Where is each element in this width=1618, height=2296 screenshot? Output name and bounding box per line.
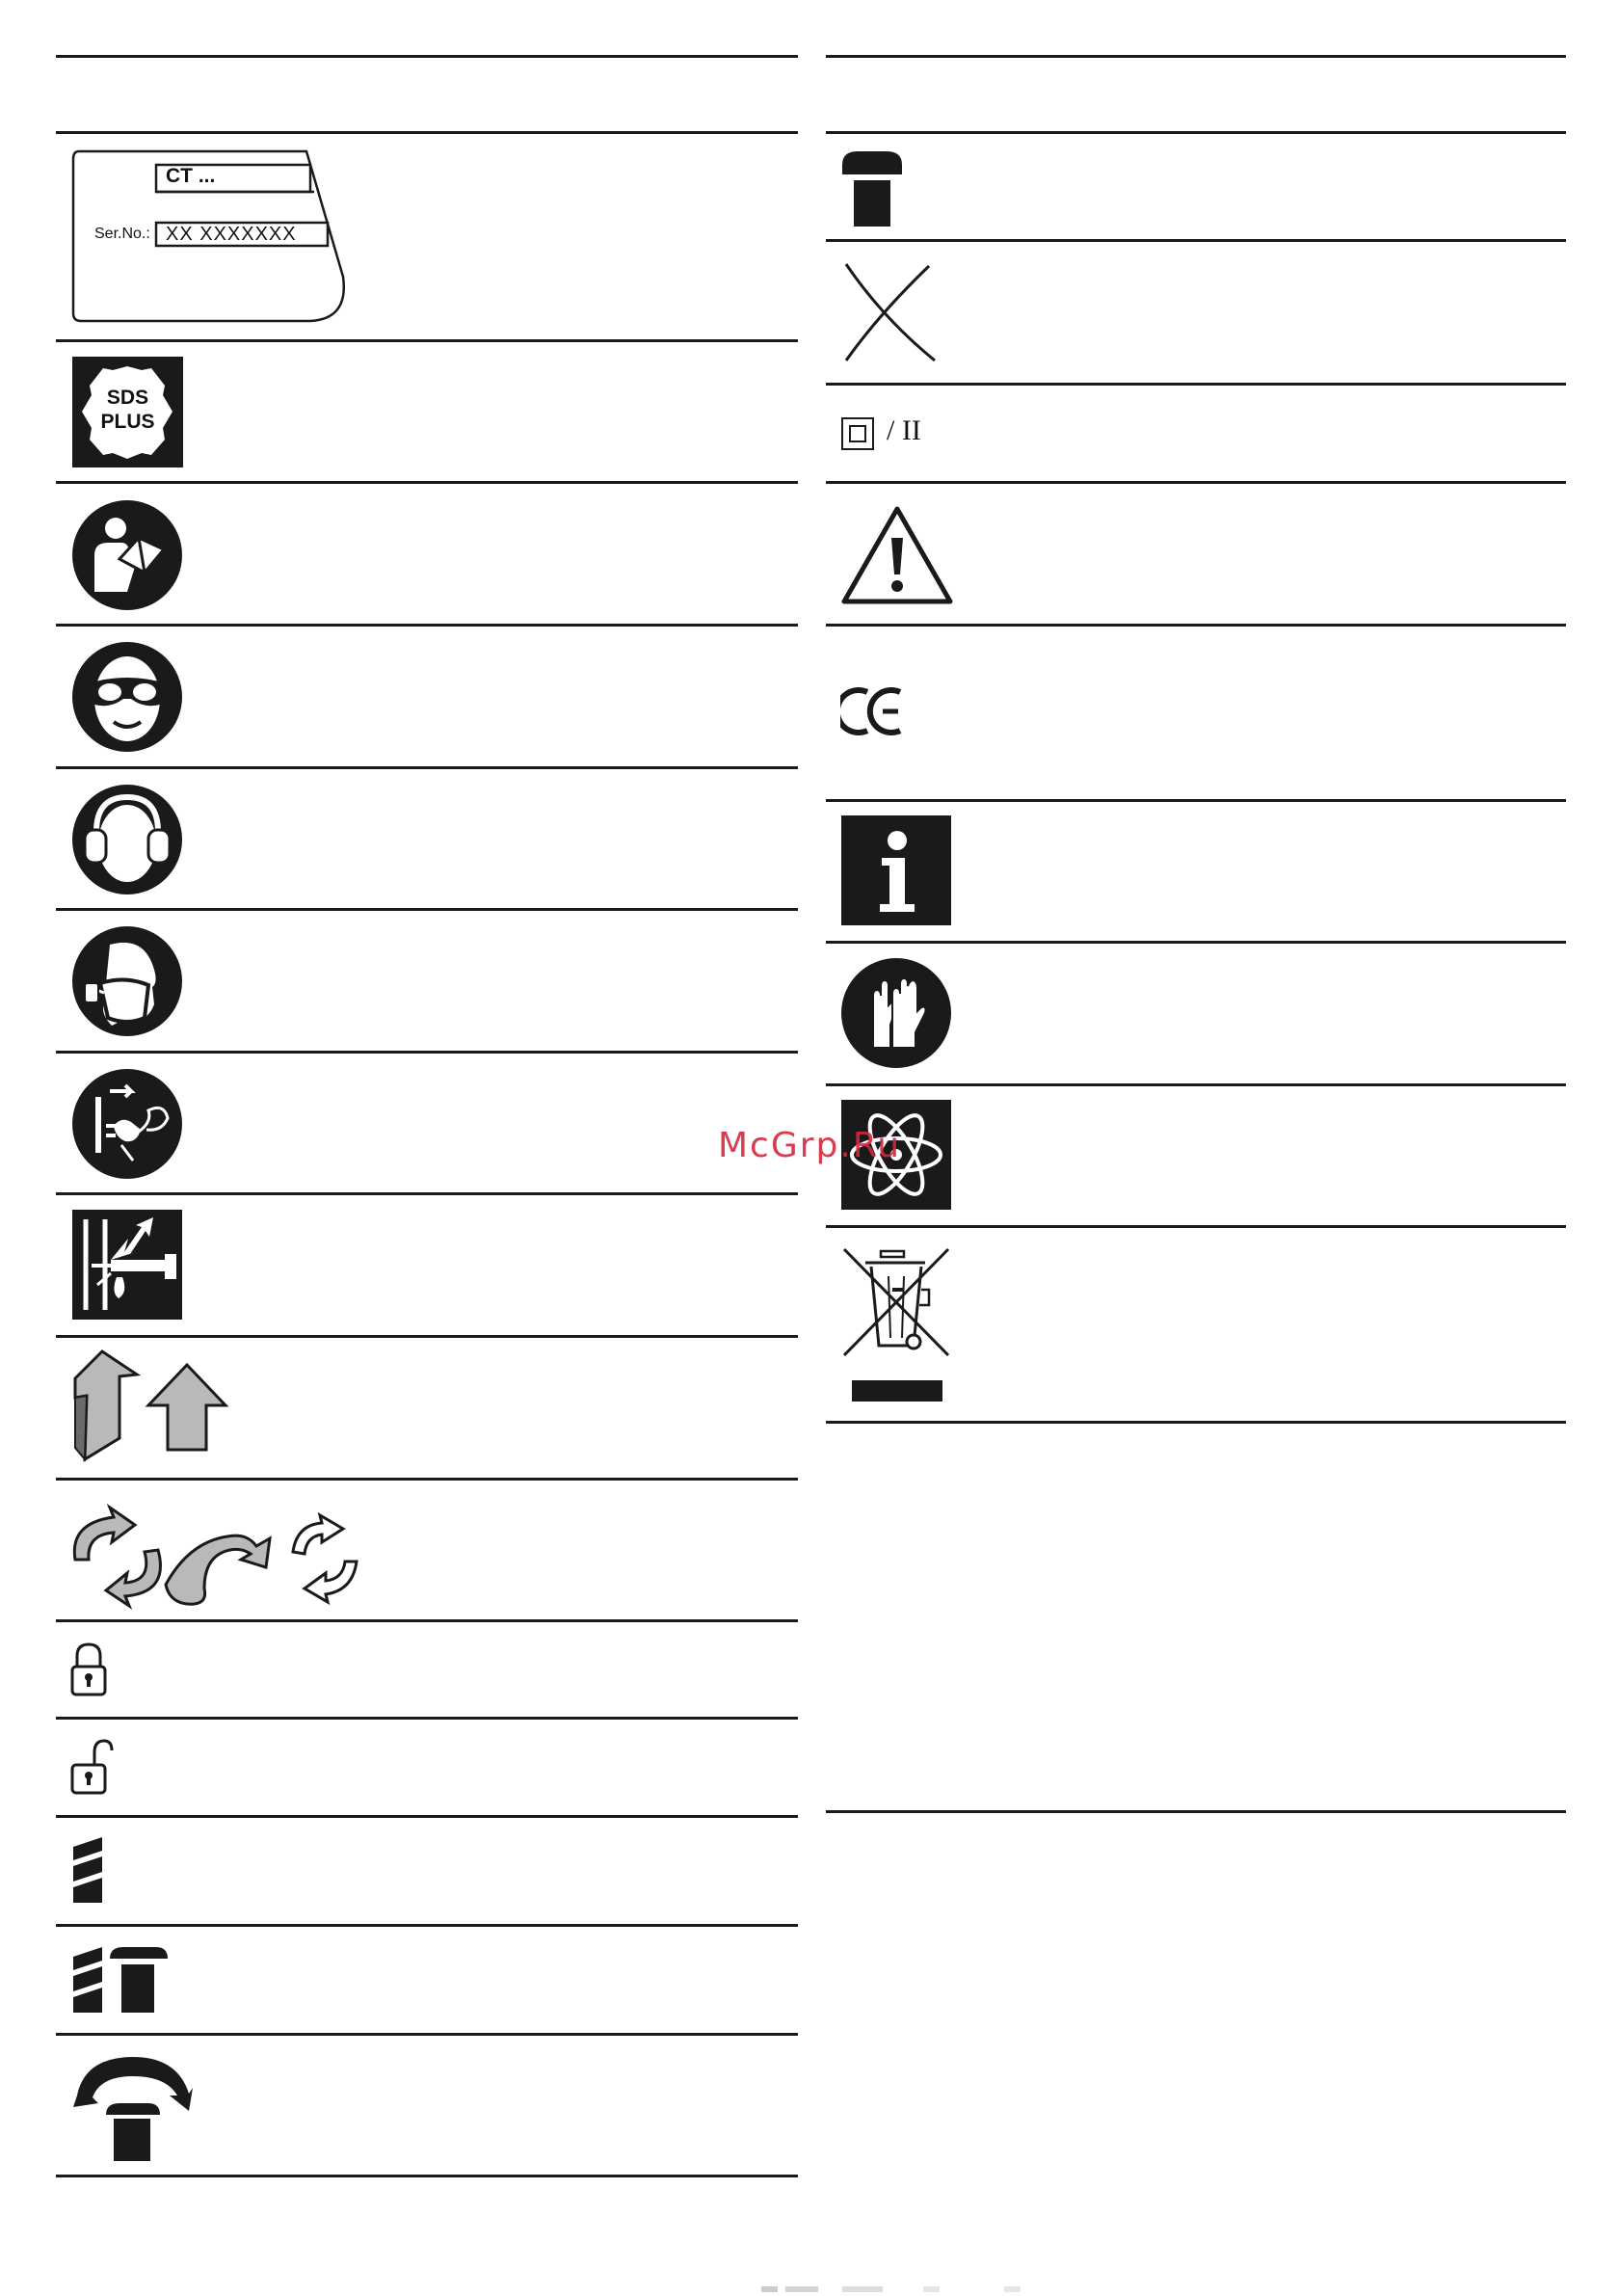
rule-right-3 <box>826 481 1566 484</box>
lock-closed-icon <box>69 1641 108 1698</box>
rule-right-6 <box>826 941 1566 944</box>
drill-mode-icon <box>69 1835 108 1905</box>
rule-right-header <box>826 131 1566 134</box>
sds-line1: SDS <box>106 387 149 409</box>
rule-left-6 <box>56 1051 798 1054</box>
rule-left-3 <box>56 624 798 627</box>
rule-left-11 <box>56 1717 798 1720</box>
rule-right-7 <box>826 1083 1566 1086</box>
rule-left-bottom <box>56 2175 798 2177</box>
info-icon <box>841 815 951 925</box>
warning-triangle-icon <box>840 503 954 605</box>
rule-left-header <box>56 131 798 134</box>
rotation-arrows-icon <box>69 1504 368 1610</box>
rule-right-2 <box>826 383 1566 386</box>
ear-protection-icon <box>71 784 183 895</box>
rule-left-7 <box>56 1192 798 1195</box>
eye-protection-icon <box>71 641 183 753</box>
hidden-wires-warning-icon <box>72 1210 182 1320</box>
rule-right-5 <box>826 799 1566 802</box>
model-label: CT ... <box>166 165 216 187</box>
rule-right-1 <box>826 239 1566 242</box>
rule-left-14 <box>56 2033 798 2036</box>
double-insulation-icon <box>840 416 875 451</box>
rule-right-10 <box>826 1810 1566 1813</box>
weee-bin-icon <box>840 1245 952 1405</box>
sds-plus-icon <box>72 357 183 467</box>
rating-plate <box>71 149 351 323</box>
read-manual-icon <box>71 499 183 611</box>
rule-left-8 <box>56 1335 798 1338</box>
unplug-icon <box>71 1068 183 1180</box>
serial-value: XX XXXXXXX <box>166 224 297 245</box>
rule-right-8 <box>826 1225 1566 1228</box>
gloves-icon <box>840 957 952 1069</box>
rule-right-9 <box>826 1421 1566 1424</box>
chisel-mode-icon <box>840 149 904 228</box>
rule-left-12 <box>56 1815 798 1818</box>
rule-left-10 <box>56 1619 798 1622</box>
rule-left-5 <box>56 908 798 911</box>
rule-left-9 <box>56 1478 798 1481</box>
protection-class-text: / II <box>887 414 921 446</box>
rule-left-2 <box>56 481 798 484</box>
rule-right-top <box>826 55 1566 58</box>
rule-left-4 <box>56 766 798 769</box>
chisel-rotate-icon <box>69 2053 195 2164</box>
rule-right-4 <box>826 624 1566 627</box>
lock-open-icon <box>69 1737 114 1797</box>
hammer-drill-mode-icon <box>69 1945 170 2015</box>
serial-label: Ser.No.: <box>94 226 150 242</box>
watermark-text: McGrp.Ru <box>718 1126 902 1165</box>
rule-left-13 <box>56 1924 798 1927</box>
direction-arrows-icon <box>69 1348 231 1463</box>
cross-icon <box>840 260 937 362</box>
footer-smudge <box>761 2286 1166 2292</box>
rule-left-top <box>56 55 798 58</box>
rule-left-1 <box>56 339 798 342</box>
dust-mask-icon <box>71 925 183 1037</box>
ce-mark-icon <box>840 686 908 736</box>
sds-line2: PLUS <box>100 411 155 433</box>
